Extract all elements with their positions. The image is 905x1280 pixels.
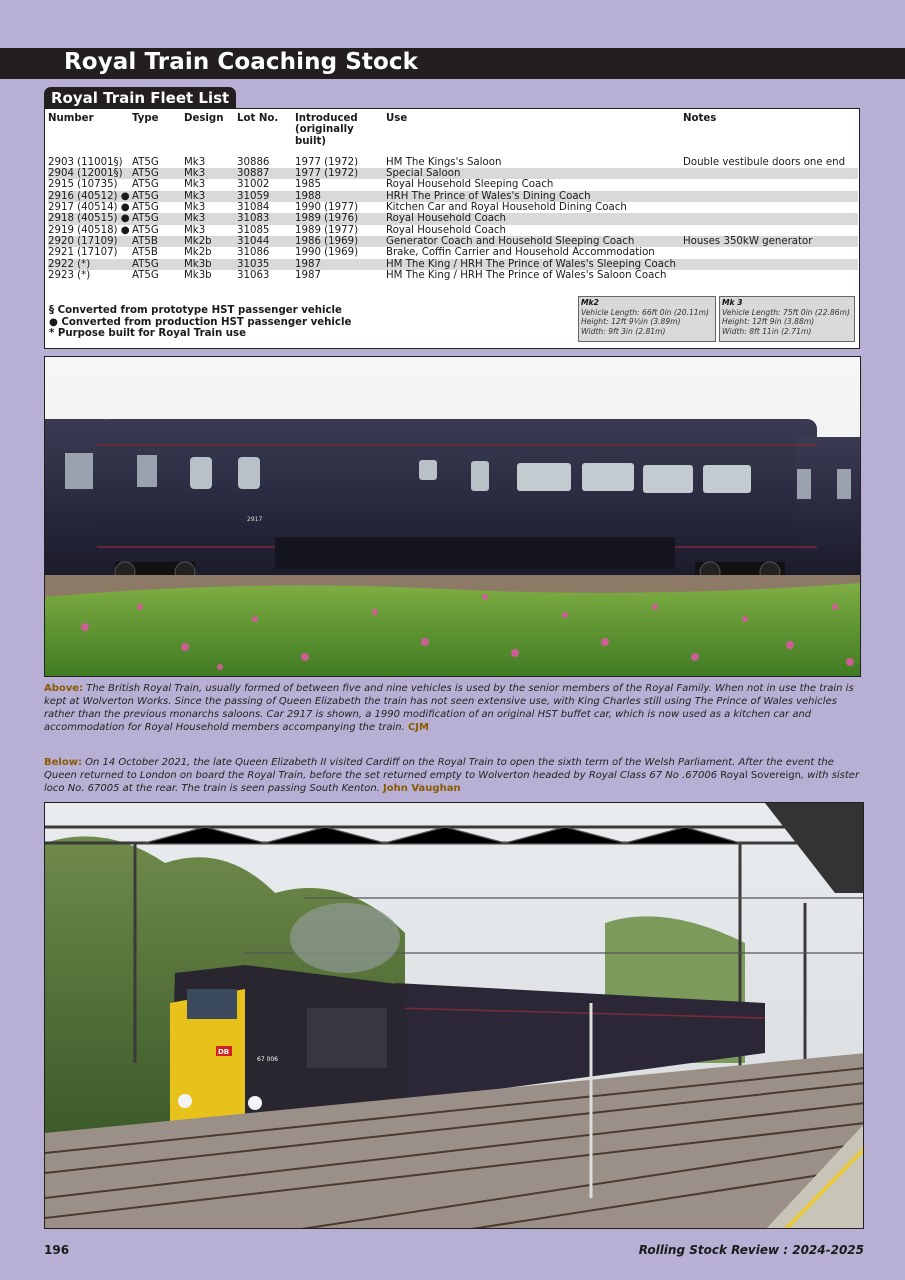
spacer-cell: [683, 147, 858, 157]
cell-lot: 31083: [237, 213, 295, 224]
fleet-list-heading: Royal Train Fleet List: [44, 87, 236, 109]
cell-lot: 30887: [237, 168, 295, 179]
cell-use: Royal Household Sleeping Coach: [386, 179, 554, 191]
photo-credit: CJM: [407, 722, 429, 733]
cell-lot: 31035: [237, 259, 295, 270]
cell-notes: [683, 168, 858, 179]
col-introduced-sub: (originally built): [295, 124, 354, 147]
spacer-cell: [386, 147, 683, 157]
cell-lot: 31063: [237, 269, 270, 281]
table-row: [48, 225, 858, 236]
cell-introduced: 1986 (1969): [295, 236, 386, 247]
table-row: [48, 270, 858, 281]
cell-notes: [683, 270, 858, 281]
cell-lot: 31059: [237, 191, 295, 202]
table-row: [48, 168, 858, 179]
spacer-cell: [237, 147, 295, 157]
caption-label: Above:: [44, 683, 84, 694]
cell-notes: [683, 202, 858, 213]
fleet-table-body: [48, 147, 858, 281]
col-number: Number: [48, 113, 94, 124]
train-photo-illustration: [45, 803, 864, 1229]
cell-introduced: 1985: [295, 179, 321, 191]
caption-label: Below:: [44, 757, 82, 768]
cell-notes: Double vestibule doors one end: [683, 156, 846, 168]
mk2-dimensions: [578, 296, 716, 342]
table-row: [48, 179, 858, 190]
dim-line: Height: 12ft 9in (3.88m): [722, 317, 815, 327]
cell-number: 2903 (11001§): [48, 156, 123, 168]
legend-item: § Converted from prototype HST passenger vehicle: [49, 305, 342, 316]
cell-introduced: 1989 (1977): [295, 224, 359, 236]
cell-lot: 31044: [237, 236, 295, 247]
caption-text-cont: , with sister loco No. 67005 at the rear. The train is seen passing South Kenton.: [44, 770, 860, 794]
cell-introduced: 1977 (1972): [295, 168, 386, 179]
cell-use: Kitchen Car and Royal Household Dining Coach: [386, 202, 627, 214]
loco-name: Royal Sovereign: [720, 770, 801, 781]
cell-use: Brake, Coffin Carrier and Household Accommodation: [386, 247, 655, 259]
cell-number: 2919 (40518) ●: [48, 224, 130, 236]
col-type: Type: [132, 113, 159, 124]
table-row: [48, 247, 858, 258]
cell-design: Mk3: [184, 202, 206, 214]
cell-notes: [683, 259, 858, 270]
cell-use: HRH The Prince of Wales's Dining Coach: [386, 191, 683, 202]
cell-design: Mk3: [184, 213, 237, 224]
cell-number: 2920 (17109): [48, 236, 132, 247]
cell-introduced: 1987: [295, 259, 386, 270]
cell-notes: Houses 350kW generator: [683, 236, 858, 247]
cell-number: 2921 (17107): [48, 247, 118, 259]
cell-introduced: 1990 (1977): [295, 202, 359, 214]
cell-introduced: 1977 (1972): [295, 156, 359, 168]
spacer-cell: [184, 147, 237, 157]
cell-number: 2918 (40515) ●: [48, 213, 132, 224]
cell-type: AT5B: [132, 247, 158, 259]
page-title: Royal Train Coaching Stock: [64, 49, 419, 75]
cell-use: Special Saloon: [386, 168, 683, 179]
col-lot: Lot No.: [237, 113, 279, 124]
cell-type: AT5G: [132, 269, 159, 281]
photo-class67-royal-train: [44, 802, 864, 1229]
cell-use: Generator Coach and Household Sleeping Coach: [386, 236, 683, 247]
cell-use: Royal Household Coach: [386, 224, 506, 236]
cell-design: Mk2b: [184, 247, 212, 259]
cell-type: AT5G: [132, 179, 159, 191]
col-introduced: [295, 113, 386, 147]
table-row: [48, 157, 858, 168]
loco-logo: DB: [218, 1048, 230, 1056]
cell-design: Mk3: [184, 179, 206, 191]
dim-line: Width: 8ft 11in (2.71m): [722, 326, 812, 336]
title-bar: [0, 48, 905, 79]
cell-use: Royal Household Coach: [386, 213, 683, 224]
caption-text: The British Royal Train, usually formed of between five and nine vehicles is used by the senior members of the Royal Family. When not in use the train is kept at Wolverton Works. Since the passing of Queen Elizabeth the train has not seen extensive use, with King Charles still using The Prince of Wales vehicles rather than the previous monarchs saloons. Car 2917 is shown, a 1990 modification of an original HST buffet car, which is now used as a kitchen car and accommodation for Royal Household members accompanying the train.: [44, 683, 854, 733]
cell-type: AT5G: [132, 224, 159, 236]
col-design: Design: [184, 113, 224, 124]
cell-use: HM The Kings's Saloon: [386, 156, 502, 168]
cell-number: 2904 (12001§): [48, 168, 132, 179]
col-notes: Notes: [683, 113, 717, 124]
dim-line: Vehicle Length: 75ft 0in (22.86m): [722, 307, 850, 317]
cell-type: AT5G: [132, 168, 184, 179]
fleet-legend: [49, 305, 351, 340]
cell-design: Mk3b: [184, 259, 237, 270]
caption-below: [44, 756, 862, 795]
cell-design: Mk3: [184, 168, 237, 179]
spacer-cell: [48, 147, 132, 157]
photo-credit: John Vaughan: [383, 783, 461, 794]
cell-number: 2922 (*): [48, 259, 132, 270]
cell-type: AT5G: [132, 156, 159, 168]
cell-design: Mk3: [184, 191, 237, 202]
legend-item: * Purpose built for Royal Train use: [49, 328, 247, 340]
cell-lot: 30886: [237, 156, 270, 168]
mk3-dimensions: [719, 296, 855, 342]
fleet-table-header: [48, 113, 858, 147]
caption-above: [44, 682, 862, 734]
cell-lot: 31085: [237, 224, 270, 236]
cell-design: Mk3: [184, 156, 206, 168]
spacer-cell: [132, 147, 184, 157]
cell-lot: 31086: [237, 247, 270, 259]
cell-notes: [683, 225, 858, 236]
fleet-list-panel: [44, 108, 860, 349]
coach-number-label: 2917: [247, 516, 263, 523]
cell-number: 2923 (*): [48, 269, 91, 281]
cell-notes: [683, 247, 858, 258]
cell-type: AT5B: [132, 236, 184, 247]
col-introduced-main: Introduced: [295, 113, 358, 124]
col-use: Use: [386, 113, 408, 124]
row-spacer: [48, 147, 858, 157]
cell-design: Mk2b: [184, 236, 237, 247]
cell-type: AT5G: [132, 202, 159, 214]
cell-notes: [683, 191, 858, 202]
cell-number: 2916 (40512) ●: [48, 191, 132, 202]
fleet-table: [48, 113, 858, 281]
cell-design: Mk3b: [184, 269, 212, 281]
cell-lot: 31002: [237, 179, 270, 191]
table-row: [48, 213, 858, 224]
photo-coach-2917: [44, 356, 861, 677]
cell-introduced: 1989 (1976): [295, 213, 386, 224]
dim-line: Height: 12ft 9½in (3.89m): [581, 317, 681, 327]
dim-title: Mk 3: [722, 298, 743, 307]
dim-line: Vehicle Length: 66ft 0in (20.11m): [581, 307, 709, 317]
dim-title: Mk2: [581, 298, 599, 307]
cell-use: HM The King / HRH The Prince of Wales's Sleeping Coach: [386, 259, 683, 270]
legend-item: ● Converted from production HST passenger vehicle: [49, 316, 352, 328]
cell-notes: [683, 213, 858, 224]
cell-notes: [683, 179, 858, 190]
table-row: [48, 202, 858, 213]
cell-number: 2917 (40514) ●: [48, 202, 130, 214]
cell-type: AT5G: [132, 191, 184, 202]
caption-text: On 14 October 2021, the late Queen Elizabeth II visited Cardiff on the Royal Train to open the sixth term of the Welsh Parliament. After the event the Queen returned to London on board the Royal Train, before the set returned empty to Wolverton headed by Royal Class 67 No .67006: [44, 757, 834, 781]
coach-photo-illustration: [45, 357, 861, 677]
cell-lot: 31084: [237, 202, 270, 214]
loco-number-label: 67 006: [257, 1056, 278, 1063]
cell-type: AT5G: [132, 259, 184, 270]
dim-line: Width: 9ft 3in (2.81m): [581, 326, 666, 336]
cell-design: Mk3: [184, 224, 206, 236]
table-row: [48, 191, 858, 202]
cell-introduced: 1987: [295, 269, 321, 281]
cell-number: 2915 (10735): [48, 179, 118, 191]
table-row: [48, 259, 858, 270]
publication-title: Rolling Stock Review : 2024-2025: [638, 1243, 864, 1257]
cell-use: HM The King / HRH The Prince of Wales's Saloon Coach: [386, 269, 667, 281]
spacer-cell: [295, 147, 386, 157]
page-number: 196: [44, 1243, 70, 1257]
cell-type: AT5G: [132, 213, 184, 224]
cell-introduced: 1990 (1969): [295, 247, 359, 259]
table-row: [48, 236, 858, 247]
cell-introduced: 1988: [295, 191, 386, 202]
